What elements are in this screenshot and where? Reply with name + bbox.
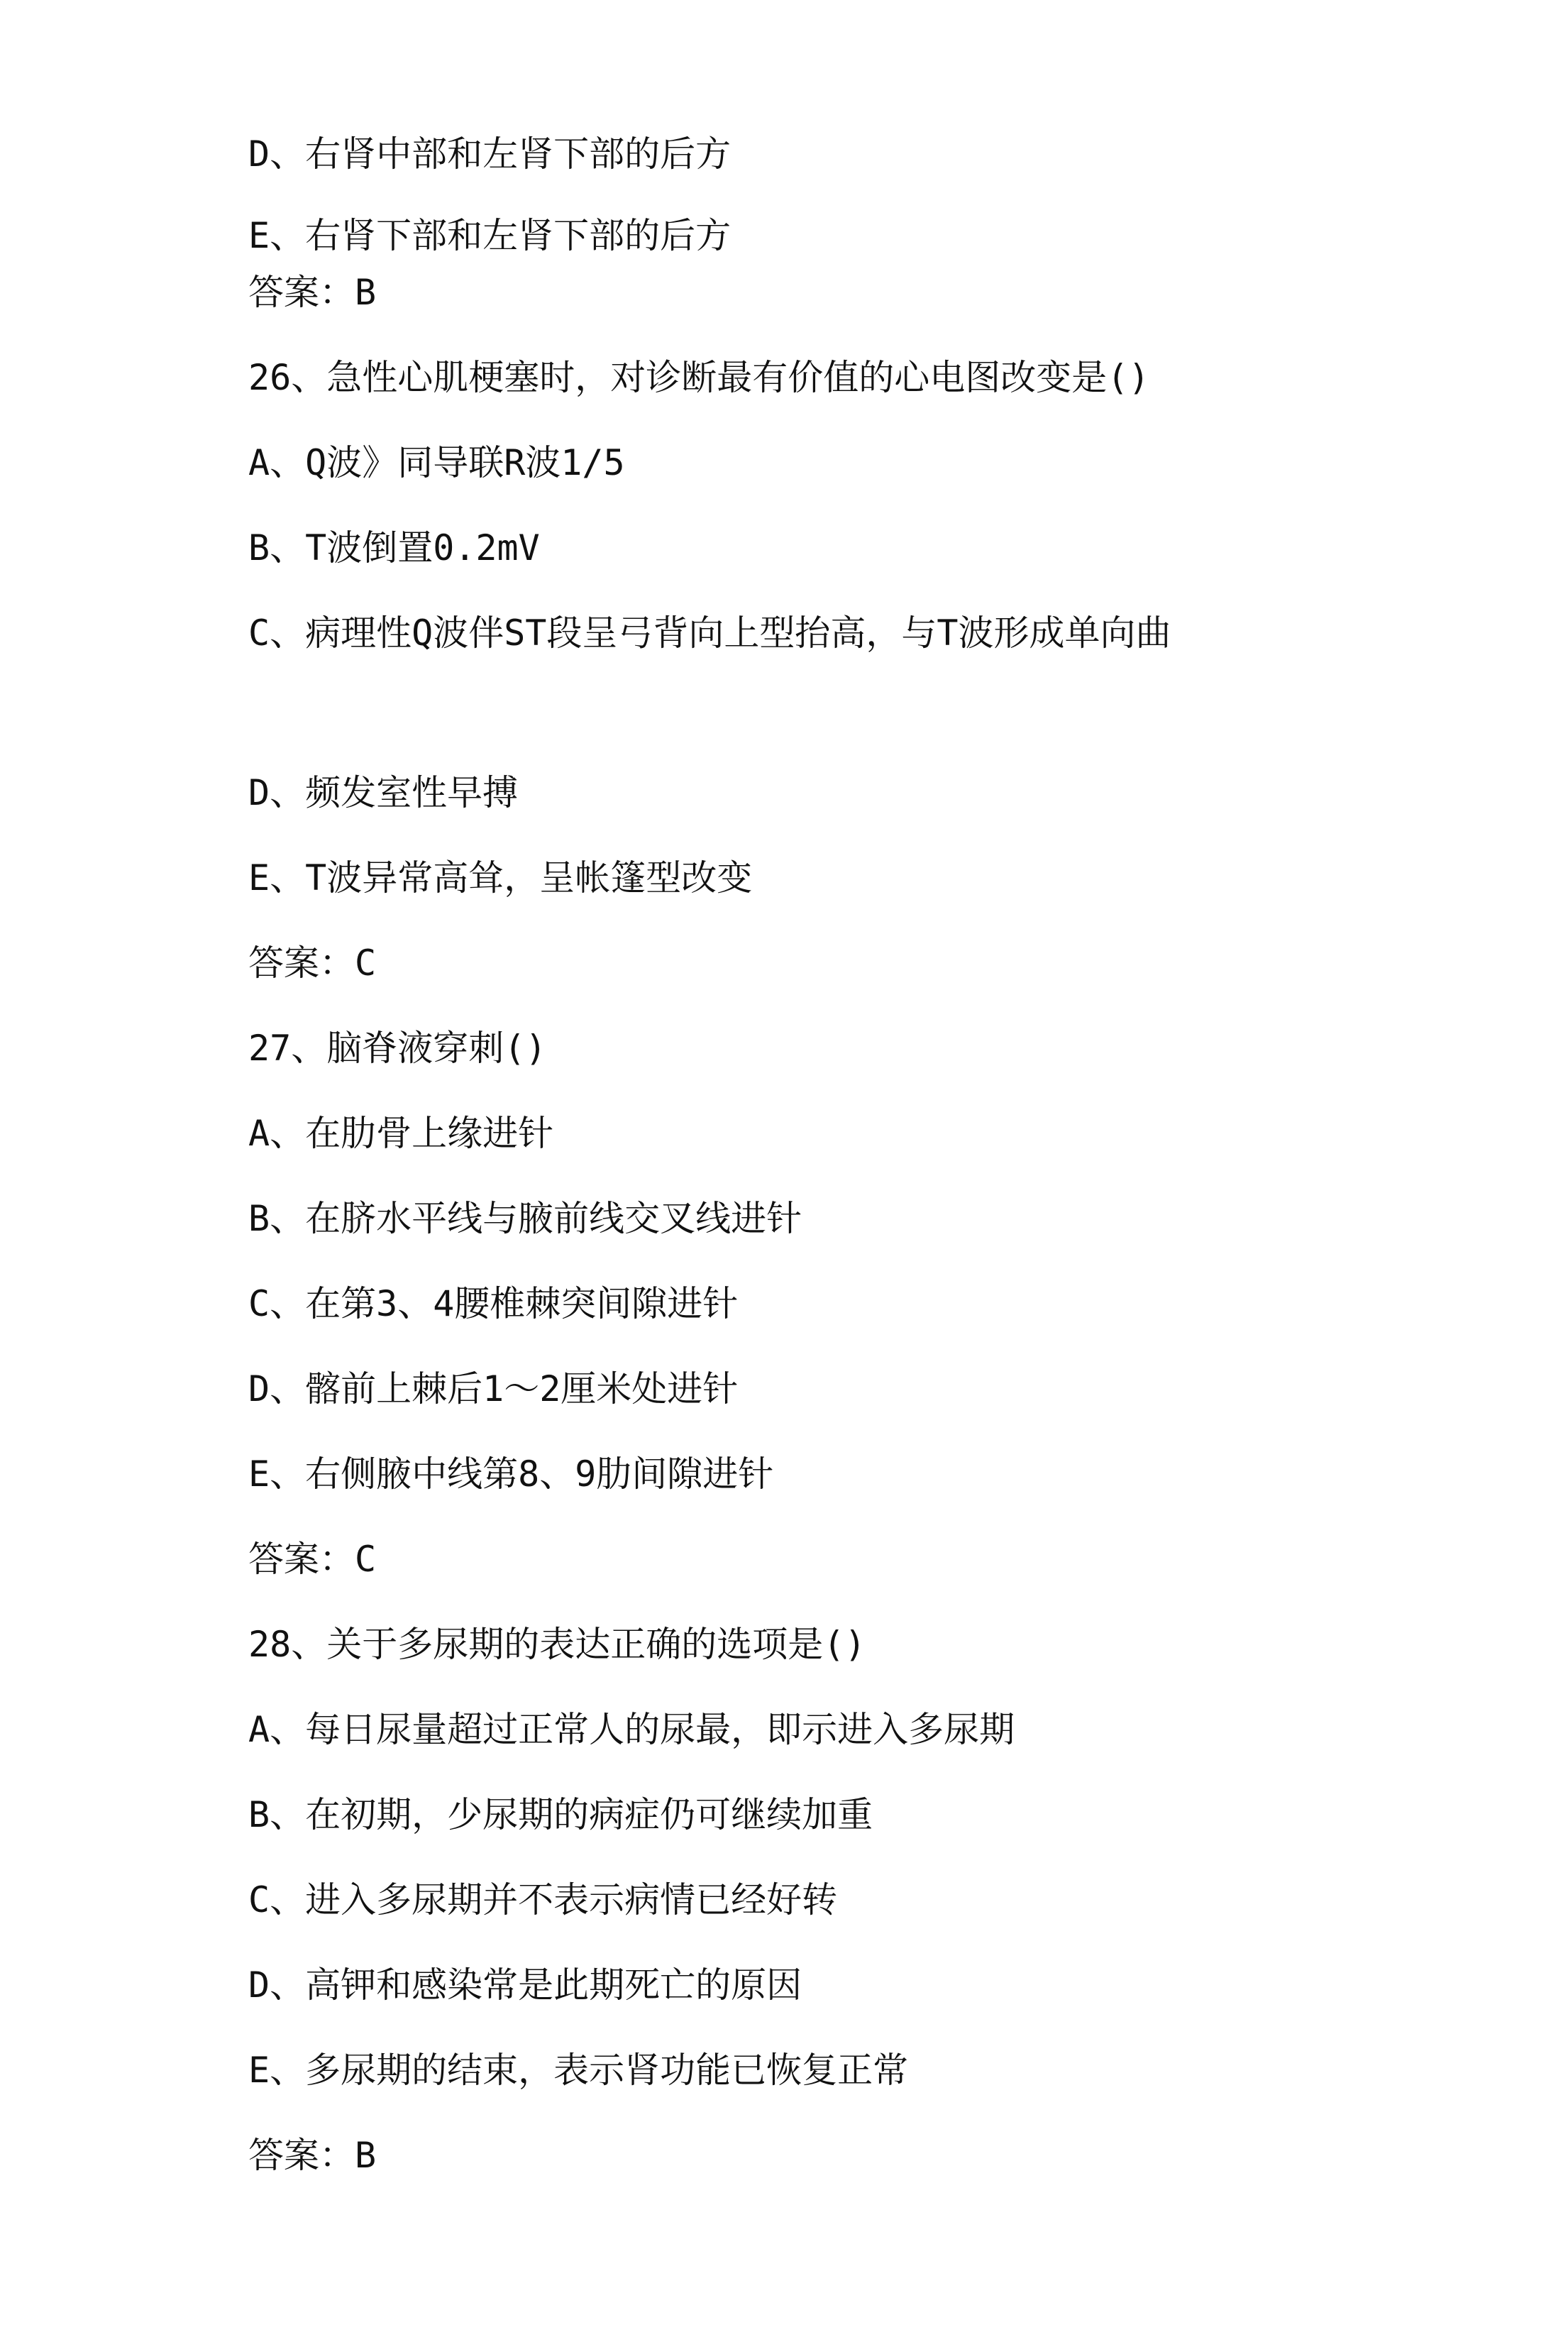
- q27-option-b: B、在脐水平线与腋前线交叉线进针: [248, 1198, 802, 1239]
- q27-option-e: E、右侧腋中线第8、9肋间隙进针: [248, 1453, 774, 1495]
- q28-option-c: C、进入多尿期并不表示病情已经好转: [248, 1879, 838, 1920]
- q27-question: 27、脑脊液穿刺(): [248, 1028, 547, 1069]
- q28-option-b: B、在初期，少尿期的病症仍可继续加重: [248, 1794, 873, 1835]
- q25-option-d: D、右肾中部和左肾下部的后方: [248, 133, 731, 175]
- q26-option-d: D、频发室性早搏: [248, 772, 519, 813]
- q26-option-c: C、病理性Q波伴ST段呈弓背向上型抬高，与T波形成单向曲: [248, 612, 1171, 654]
- q26-option-b: B、T波倒置0.2mV: [248, 527, 540, 568]
- q27-option-d: D、髂前上棘后1〜2厘米处进针: [248, 1368, 739, 1409]
- q28-option-a: A、每日尿量超过正常人的尿最，即示进入多尿期: [248, 1709, 1015, 1750]
- q25-answer: 答案：B: [248, 272, 377, 313]
- q28-option-d: D、高钾和感染常是此期死亡的原因: [248, 1964, 802, 2006]
- q28-question: 28、关于多尿期的表达正确的选项是(): [248, 1624, 866, 1665]
- q26-question: 26、急性心肌梗塞时，对诊断最有价值的心电图改变是(): [248, 357, 1150, 398]
- q26-option-a: A、Q波》同导联R波1/5: [248, 442, 625, 483]
- q27-option-c: C、在第3、4腰椎棘突间隙进针: [248, 1283, 739, 1324]
- q28-answer: 答案：B: [248, 2135, 377, 2176]
- q27-answer: 答案：C: [248, 1539, 377, 1580]
- q27-option-a: A、在肋骨上缘进针: [248, 1113, 554, 1154]
- q25-option-e: E、右肾下部和左肾下部的后方: [248, 215, 731, 256]
- q26-answer: 答案：C: [248, 942, 377, 984]
- q26-option-e: E、T波异常高耸，呈帐篷型改变: [248, 857, 753, 898]
- q28-option-e: E、多尿期的结束，表示肾功能已恢复正常: [248, 2050, 909, 2091]
